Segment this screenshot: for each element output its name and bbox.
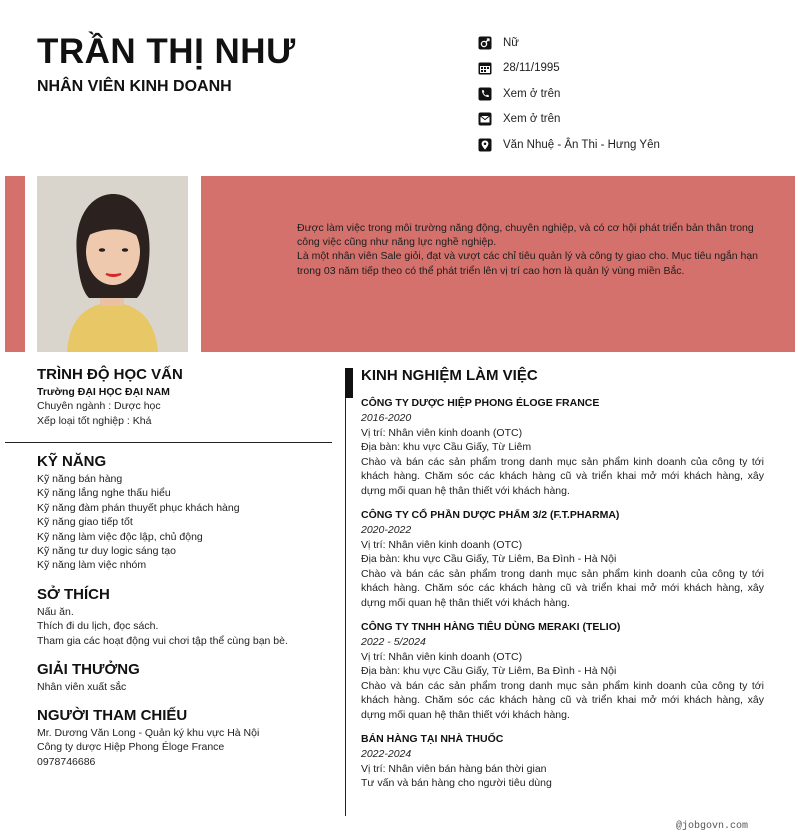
job-area: Địa bàn: khu vực Cầu Giấy, Từ Liêm, Ba Đình - Hà Nội xyxy=(361,553,617,565)
awards-section xyxy=(37,661,332,694)
job-position: Vị trí: Nhân viên bán hàng bán thời gian xyxy=(361,762,547,775)
contact-phone-text: Xem ở trên xyxy=(503,87,561,100)
hobbies-section xyxy=(37,586,332,648)
experience-section xyxy=(361,366,764,791)
skill-item: Kỹ năng làm việc nhóm xyxy=(37,559,147,572)
watermark: @jobgovn.com xyxy=(676,821,749,832)
education-section xyxy=(37,366,332,428)
job-period: 2016-2020 xyxy=(361,412,412,424)
job-description: Chào và bán các sản phẩm trong danh mục sản phẩm kinh doanh của công ty tới khách hàng. Chăm sóc các khách hàng cũ và triển khai mở mới khách hàng, xây dựng mối quan hệ thân thiết với khách hàng. xyxy=(361,679,764,721)
reference-item: Công ty dược Hiệp Phong Éloge France xyxy=(37,741,225,754)
hobbies-title: SỞ THÍCH xyxy=(37,586,110,603)
objective-paragraph: Được làm việc trong môi trường năng động, chuyên nghiệp, và có cơ hội phát triển bản thân trong công việc cũng như năng lực nghề nghiệp. xyxy=(297,222,754,249)
job-period: 2020-2022 xyxy=(361,524,412,536)
contact-email-text: Xem ở trên xyxy=(503,113,561,126)
job-position: Vị trí: Nhân viên kinh doanh (OTC) xyxy=(361,538,523,551)
location-icon xyxy=(478,138,492,152)
job-entry xyxy=(361,396,764,498)
education-major: Chuyên ngành : Dược học xyxy=(37,400,161,413)
hobby-item: Nấu ăn. xyxy=(37,606,74,618)
awards-title: GIẢI THƯỞNG xyxy=(37,661,140,678)
email-icon xyxy=(478,112,492,126)
gender-icon xyxy=(478,36,492,50)
job-duty: Tư vấn và bán hàng cho người tiêu dùng xyxy=(361,777,552,789)
job-area: Địa bàn: khu vực Cầu Giấy, Từ Liêm xyxy=(361,441,532,453)
contact-address xyxy=(478,132,788,158)
job-entry xyxy=(361,508,764,610)
experience-title: KINH NGHIỆM LÀM VIỆC xyxy=(361,367,538,384)
job-company: BÁN HÀNG TẠI NHÀ THUỐC xyxy=(361,733,504,745)
career-objective xyxy=(297,221,767,278)
job-description: Chào và bán các sản phẩm trong danh mục sản phẩm kinh doanh của công ty tới khách hàng. Chăm sóc các khách hàng cũ và triển khai mở mới khách hàng, xây dựng mối quan hệ thân thiết với khách hàng. xyxy=(361,567,764,609)
skill-item: Kỹ năng lắng nghe thấu hiểu xyxy=(37,487,171,500)
skill-item: Kỹ năng làm việc độc lập, chủ động xyxy=(37,530,203,543)
job-entry xyxy=(361,620,764,722)
job-position: Vị trí: Nhân viên kinh doanh (OTC) xyxy=(361,650,523,663)
contact-gender-text: Nữ xyxy=(503,36,520,49)
education-grade: Xếp loại tốt nghiệp : Khá xyxy=(37,414,152,427)
hobby-item: Tham gia các hoạt động vui chơi tập thể cùng bạn bè. xyxy=(37,634,288,647)
job-company: CÔNG TY TNHH HÀNG TIÊU DÙNG MERAKI (TELIO) xyxy=(361,621,621,633)
contact-birthday-text: 28/11/1995 xyxy=(503,62,560,75)
contact-gender xyxy=(478,30,788,56)
job-company: CÔNG TY CỔ PHẦN DƯỢC PHẨM 3/2 (F.T.PHARMA) xyxy=(361,509,620,521)
phone-icon xyxy=(478,87,492,101)
education-title: TRÌNH ĐỘ HỌC VẤN xyxy=(37,366,183,383)
hobby-item: Thích đi du lịch, đọc sách. xyxy=(37,620,159,633)
skills-section xyxy=(37,453,332,573)
skill-item: Kỹ năng tư duy logic sáng tạo xyxy=(37,545,176,558)
skill-item: Kỹ năng giao tiếp tốt xyxy=(37,516,133,529)
section-divider xyxy=(5,442,332,443)
job-description: Chào và bán các sản phẩm trong danh mục sản phẩm kinh doanh của công ty tới khách hàng. Chăm sóc các khách hàng cũ và triển khai mở mới khách hàng, xây dựng mối quan hệ thân thiết với khách hàng. xyxy=(361,455,764,497)
reference-item: 0978746686 xyxy=(37,755,96,768)
profile-photo xyxy=(37,176,188,352)
contact-birthday xyxy=(478,56,788,82)
contact-list xyxy=(478,30,788,158)
accent-bar-left xyxy=(5,176,25,352)
job-period: 2022-2024 xyxy=(361,748,412,760)
candidate-name: TRẦN THỊ NHƯ xyxy=(37,32,296,71)
column-divider xyxy=(345,368,346,816)
job-period: 2022 - 5/2024 xyxy=(361,636,426,648)
job-area: Địa bàn: khu vực Cầu Giấy, Từ Liêm, Ba Đình - Hà Nội xyxy=(361,665,617,677)
contact-address-text: Văn Nhuệ - Ân Thi - Hưng Yên xyxy=(503,138,660,151)
skill-item: Kỹ năng bán hàng xyxy=(37,473,123,485)
education-school: Trường ĐẠI HỌC ĐẠI NAM xyxy=(37,386,170,398)
skills-title: KỸ NĂNG xyxy=(37,453,107,470)
contact-email xyxy=(478,107,788,133)
job-company: CÔNG TY DƯỢC HIỆP PHONG ÉLOGE FRANCE xyxy=(361,397,600,409)
objective-paragraph: Là một nhân viên Sale giỏi, đạt và vượt các chỉ tiêu quản lý và công ty giao cho. Mục tiêu ngắn hạn trong 03 năm tiếp theo có thể phát triển lên vị trí cao hơn là quản lý vùng miền Bắc. xyxy=(297,250,759,277)
contact-phone xyxy=(478,81,788,107)
award-item: Nhân viên xuất sắc xyxy=(37,681,127,693)
reference-item: Mr. Dương Văn Long - Quản ký khu vực Hà Nội xyxy=(37,727,260,739)
references-section xyxy=(37,707,332,769)
job-title: NHÂN VIÊN KINH DOANH xyxy=(37,78,232,95)
experience-accent-bar xyxy=(345,368,353,398)
job-position: Vị trí: Nhân viên kinh doanh (OTC) xyxy=(361,426,523,439)
job-entry xyxy=(361,732,764,791)
skill-item: Kỹ năng đàm phán thuyết phục khách hàng xyxy=(37,501,240,514)
calendar-icon xyxy=(478,61,492,75)
references-title: NGƯỜI THAM CHIẾU xyxy=(37,707,188,724)
